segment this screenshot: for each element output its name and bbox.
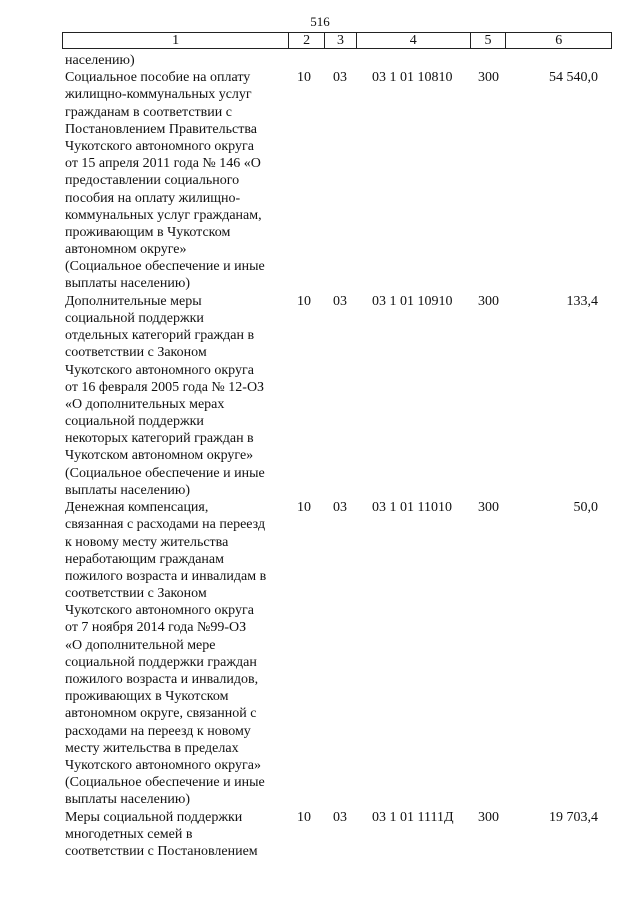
description-line: выплаты населению) bbox=[65, 482, 190, 498]
expense-type-cell: 300 bbox=[478, 500, 499, 516]
header-col-2: 2 bbox=[289, 33, 325, 48]
description-line: соответствии с Законом bbox=[65, 586, 207, 602]
header-col-3: 3 bbox=[325, 33, 357, 48]
table-row bbox=[0, 809, 640, 861]
table-row bbox=[0, 499, 640, 809]
description-line: проживающим в Чукотском bbox=[65, 224, 231, 240]
amount-cell: 19 703,4 bbox=[549, 809, 598, 825]
description-line: проживающих в Чукотском bbox=[65, 689, 229, 705]
amount-cell: 54 540,0 bbox=[549, 70, 598, 86]
target-code-cell: 03 1 01 1111Д bbox=[372, 809, 454, 825]
description-line: от 7 ноября 2014 года №99-ОЗ bbox=[65, 620, 247, 636]
description-cell bbox=[65, 52, 290, 69]
description-line: пожилого возраста и инвалидам в bbox=[65, 568, 267, 584]
description-line: автономном округе» bbox=[65, 242, 187, 258]
description-line: Чукотского автономного округа bbox=[65, 362, 254, 378]
section-cell: 10 bbox=[297, 293, 311, 309]
description-line: населению) bbox=[65, 53, 135, 68]
subsection-cell: 03 bbox=[333, 500, 347, 516]
page-number: 516 bbox=[310, 14, 330, 29]
table-row bbox=[0, 69, 640, 293]
subsection-cell: 03 bbox=[333, 70, 347, 86]
description-line: связанная с расходами на переезд bbox=[65, 517, 266, 533]
description-line: «О дополнительной мере bbox=[65, 637, 216, 653]
description-line: Денежная компенсация, bbox=[65, 500, 209, 516]
description-line: (Социальное обеспечение и иные bbox=[65, 775, 265, 791]
description-line: автономном округе, связанной с bbox=[65, 706, 257, 722]
description-line: к новому месту жительства bbox=[65, 534, 229, 550]
description-line: расходами на переезд к новому bbox=[65, 723, 251, 739]
description-line: Социальное пособие на оплату bbox=[65, 70, 251, 86]
description-line: выплаты населению) bbox=[65, 792, 190, 808]
description-line: Чукотского автономного округа» bbox=[65, 757, 261, 773]
description-line: соответствии с Законом bbox=[65, 345, 207, 361]
description-line: некоторых категорий граждан в bbox=[65, 431, 254, 447]
header-col-6: 6 bbox=[555, 33, 563, 48]
description-cell bbox=[65, 809, 290, 861]
table-body bbox=[0, 52, 640, 860]
description-line: гражданам в соответствии с bbox=[65, 104, 232, 120]
description-line: предоставлении социального bbox=[65, 173, 240, 189]
description-line: социальной поддержки граждан bbox=[65, 654, 257, 670]
description-cell bbox=[65, 499, 290, 808]
subsection-cell: 03 bbox=[333, 293, 347, 309]
description-line: Постановлением Правительства bbox=[65, 121, 257, 137]
description-line: Меры социальной поддержки bbox=[65, 809, 243, 825]
description-line: месту жительства в пределах bbox=[65, 740, 239, 756]
description-line: Чукотского автономного округа bbox=[65, 138, 254, 154]
header-col-5: 5 bbox=[471, 33, 507, 48]
description-line: социальной поддержки bbox=[65, 310, 204, 326]
header-col-1: 1 bbox=[63, 33, 289, 48]
description-line: Чукотском автономном округе» bbox=[65, 448, 254, 464]
table-header bbox=[62, 32, 612, 49]
description-line: (Социальное обеспечение и иные bbox=[65, 465, 265, 481]
description-line: отдельных категорий граждан в bbox=[65, 328, 255, 344]
description-line: пособия на оплату жилищно- bbox=[65, 190, 241, 206]
description-line: от 16 февраля 2005 года № 12-ОЗ bbox=[65, 379, 265, 395]
description-line: «О дополнительных мерах bbox=[65, 396, 225, 412]
expense-type-cell: 300 bbox=[478, 809, 499, 825]
section-cell: 10 bbox=[297, 70, 311, 86]
expense-type-cell: 300 bbox=[478, 293, 499, 309]
description-line: пожилого возраста и инвалидов, bbox=[65, 672, 259, 688]
target-code-cell: 03 1 01 10910 bbox=[372, 293, 453, 309]
description-line: соответствии с Постановлением bbox=[65, 844, 258, 860]
continuation-row bbox=[0, 52, 640, 69]
header-col-4: 4 bbox=[357, 33, 471, 48]
section-cell: 10 bbox=[297, 809, 311, 825]
expense-type-cell: 300 bbox=[478, 70, 499, 86]
subsection-cell: 03 bbox=[333, 809, 347, 825]
description-line: социальной поддержки bbox=[65, 414, 204, 430]
description-line: Чукотского автономного округа bbox=[65, 603, 254, 619]
target-code-cell: 03 1 01 11010 bbox=[372, 500, 452, 516]
section-cell: 10 bbox=[297, 500, 311, 516]
amount-cell: 133,4 bbox=[566, 293, 598, 309]
description-cell bbox=[65, 69, 290, 292]
amount-cell: 50,0 bbox=[573, 500, 598, 516]
description-line: выплаты населению) bbox=[65, 276, 190, 292]
target-code-cell: 03 1 01 10810 bbox=[372, 70, 453, 86]
description-line: Дополнительные меры bbox=[65, 293, 202, 309]
description-line: многодетных семей в bbox=[65, 826, 193, 842]
description-line: неработающим гражданам bbox=[65, 551, 224, 567]
description-line: коммунальных услуг гражданам, bbox=[65, 207, 262, 223]
description-line: от 15 апреля 2011 года № 146 «О bbox=[65, 156, 261, 172]
table-row bbox=[0, 293, 640, 499]
description-line: жилищно-коммунальных услуг bbox=[65, 87, 252, 103]
description-cell bbox=[65, 293, 290, 499]
description-line: (Социальное обеспечение и иные bbox=[65, 259, 265, 275]
